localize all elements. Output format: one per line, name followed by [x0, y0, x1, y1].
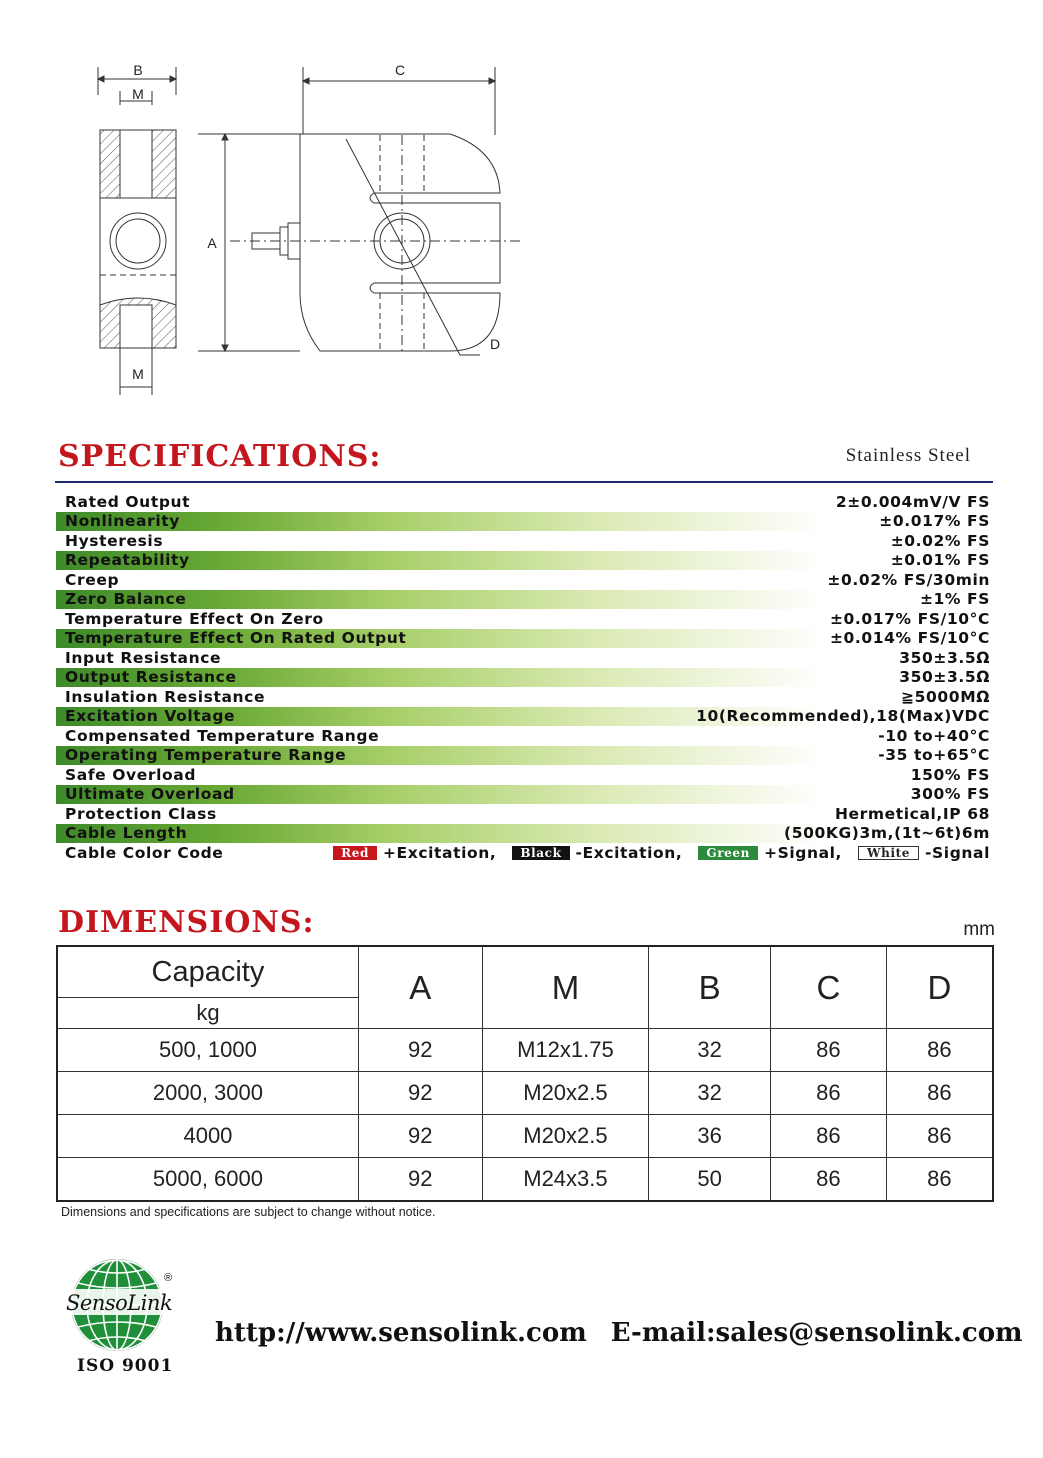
cell-b: 32	[649, 1072, 771, 1115]
spec-value: ±0.02% FS/30min	[827, 570, 990, 589]
spec-value: -10 to+40°C	[878, 726, 990, 745]
spec-row	[56, 570, 992, 590]
spec-label: Cable Length	[65, 824, 188, 843]
dimensions-title: DIMENSIONS:	[58, 905, 315, 940]
spec-row	[56, 609, 992, 629]
dimension-label-a: A	[207, 235, 217, 251]
spec-row	[56, 765, 992, 785]
cell-capacity: 4000	[57, 1115, 358, 1158]
spec-label: Cable Color Code	[65, 843, 224, 862]
spec-label: Temperature Effect On Rated Output	[65, 629, 407, 648]
header-capacity-unit: kg	[57, 998, 358, 1029]
cell-m: M24x3.5	[482, 1158, 649, 1202]
spec-label: Safe Overload	[65, 765, 197, 784]
spec-value: Hermetical,IP 68	[834, 804, 990, 823]
dimensions-unit: mm	[963, 919, 995, 940]
email-link[interactable]: E-mail:sales@sensolink.com	[610, 1318, 1023, 1348]
spec-row	[56, 746, 992, 766]
header-m: M	[482, 946, 649, 1029]
cell-d: 86	[886, 1158, 993, 1202]
spec-row	[56, 687, 992, 707]
spec-value: 350±3.5Ω	[899, 648, 990, 667]
spec-row	[56, 551, 992, 571]
spec-row	[56, 512, 992, 532]
spec-row	[56, 668, 992, 688]
spec-row	[56, 785, 992, 805]
certification-text: ISO 9001	[77, 1356, 174, 1376]
spec-row	[56, 629, 992, 649]
spec-label: Ultimate Overload	[65, 785, 235, 804]
dimension-label-d: D	[489, 336, 501, 352]
cable-function: -Signal	[924, 843, 990, 862]
logo-brand-text: SensoLink	[66, 1291, 173, 1315]
cable-function: +Excitation,	[382, 843, 497, 862]
cable-color-green-swatch: Green	[698, 846, 758, 860]
spec-value: ±0.02% FS	[890, 531, 990, 550]
dimension-label-b: B	[133, 62, 143, 78]
table-row	[57, 1072, 993, 1115]
cable-function: -Excitation,	[575, 843, 683, 862]
spec-label: Temperature Effect On Zero	[65, 609, 324, 628]
spec-value: ≧5000MΩ	[901, 687, 990, 706]
dimension-label-m-bottom: M	[132, 366, 144, 382]
spec-value: ±0.014% FS/10°C	[829, 629, 990, 648]
table-row	[57, 1158, 993, 1202]
registered-mark: ®	[164, 1272, 173, 1284]
spec-row	[56, 648, 992, 668]
cell-m: M20x2.5	[482, 1072, 649, 1115]
cell-m: M12x1.75	[482, 1029, 649, 1072]
spec-value: 350±3.5Ω	[899, 668, 990, 687]
spec-row	[56, 531, 992, 551]
spec-label: Rated Output	[65, 492, 191, 511]
cell-d: 86	[886, 1115, 993, 1158]
spec-row	[56, 824, 992, 844]
spec-value: 10(Recommended),18(Max)VDC	[696, 707, 990, 726]
spec-label: Zero Balance	[65, 590, 187, 609]
spec-value: ±0.01% FS	[890, 551, 990, 570]
spec-label: Protection Class	[65, 804, 217, 823]
spec-label: Repeatability	[65, 551, 190, 570]
cell-c: 86	[771, 1029, 887, 1072]
cell-d: 86	[886, 1072, 993, 1115]
website-link[interactable]: http://www.sensolink.com	[215, 1318, 587, 1348]
cell-b: 50	[649, 1158, 771, 1202]
spec-value: ±0.017% FS	[879, 512, 990, 531]
dimensions-table	[56, 945, 994, 1202]
spec-value: ±0.017% FS/10°C	[829, 609, 990, 628]
cable-function: +Signal,	[763, 843, 843, 862]
cable-color-black-swatch: Black	[512, 846, 569, 860]
spec-row	[56, 804, 992, 824]
cell-a: 92	[358, 1158, 482, 1202]
spec-row	[56, 590, 992, 610]
disclaimer-note: Dimensions and specifications are subject to change without notice.	[61, 1205, 436, 1219]
cable-color-white-swatch: White	[858, 846, 919, 860]
dimension-label-c: C	[394, 62, 406, 78]
spec-label: Compensated Temperature Range	[65, 726, 380, 745]
cell-d: 86	[886, 1029, 993, 1072]
table-header-row	[57, 946, 993, 998]
cell-c: 86	[771, 1158, 887, 1202]
cell-c: 86	[771, 1115, 887, 1158]
specifications-list	[56, 492, 992, 863]
spec-value: ±1% FS	[919, 590, 990, 609]
spec-label: Creep	[65, 570, 120, 589]
spec-label: Hysteresis	[65, 531, 164, 550]
spec-label: Excitation Voltage	[65, 707, 236, 726]
cell-m: M20x2.5	[482, 1115, 649, 1158]
cell-capacity: 500, 1000	[57, 1029, 358, 1072]
specifications-title: SPECIFICATIONS:	[58, 439, 382, 474]
cable-color-red-swatch: Red	[333, 846, 377, 860]
spec-value: -35 to+65°C	[878, 746, 990, 765]
specifications-divider	[55, 481, 993, 483]
table-row	[57, 1115, 993, 1158]
cell-b: 36	[649, 1115, 771, 1158]
spec-row	[56, 726, 992, 746]
spec-label: Nonlinearity	[65, 512, 180, 531]
spec-row	[56, 492, 992, 512]
cell-a: 92	[358, 1029, 482, 1072]
cell-c: 86	[771, 1072, 887, 1115]
cell-a: 92	[358, 1115, 482, 1158]
spec-row	[56, 707, 992, 727]
table-row	[57, 1029, 993, 1072]
spec-label: Input Resistance	[65, 648, 222, 667]
header-capacity: Capacity	[57, 946, 358, 998]
cable-color-row	[56, 843, 992, 863]
spec-label: Output Resistance	[65, 668, 237, 687]
material-label: Stainless Steel	[845, 445, 971, 466]
cable-color-values	[323, 844, 990, 862]
spec-value: (500KG)3m,(1t~6t)6m	[784, 824, 990, 843]
cell-b: 32	[649, 1029, 771, 1072]
spec-value: 150% FS	[910, 765, 990, 784]
spec-value: 2±0.004mV/V FS	[835, 492, 990, 511]
spec-label: Operating Temperature Range	[65, 746, 347, 765]
load-cell-drawing	[80, 55, 530, 400]
side-view	[98, 67, 176, 395]
header-a: A	[358, 946, 482, 1029]
cell-capacity: 5000, 6000	[57, 1158, 358, 1202]
cell-capacity: 2000, 3000	[57, 1072, 358, 1115]
header-b: B	[649, 946, 771, 1029]
spec-label: Insulation Resistance	[65, 687, 266, 706]
front-view	[198, 67, 520, 355]
spec-value: 300% FS	[910, 785, 990, 804]
header-d: D	[886, 946, 993, 1029]
dimension-label-m-top: M	[132, 86, 144, 102]
header-c: C	[771, 946, 887, 1029]
cell-a: 92	[358, 1072, 482, 1115]
contact-line	[215, 1318, 1023, 1348]
